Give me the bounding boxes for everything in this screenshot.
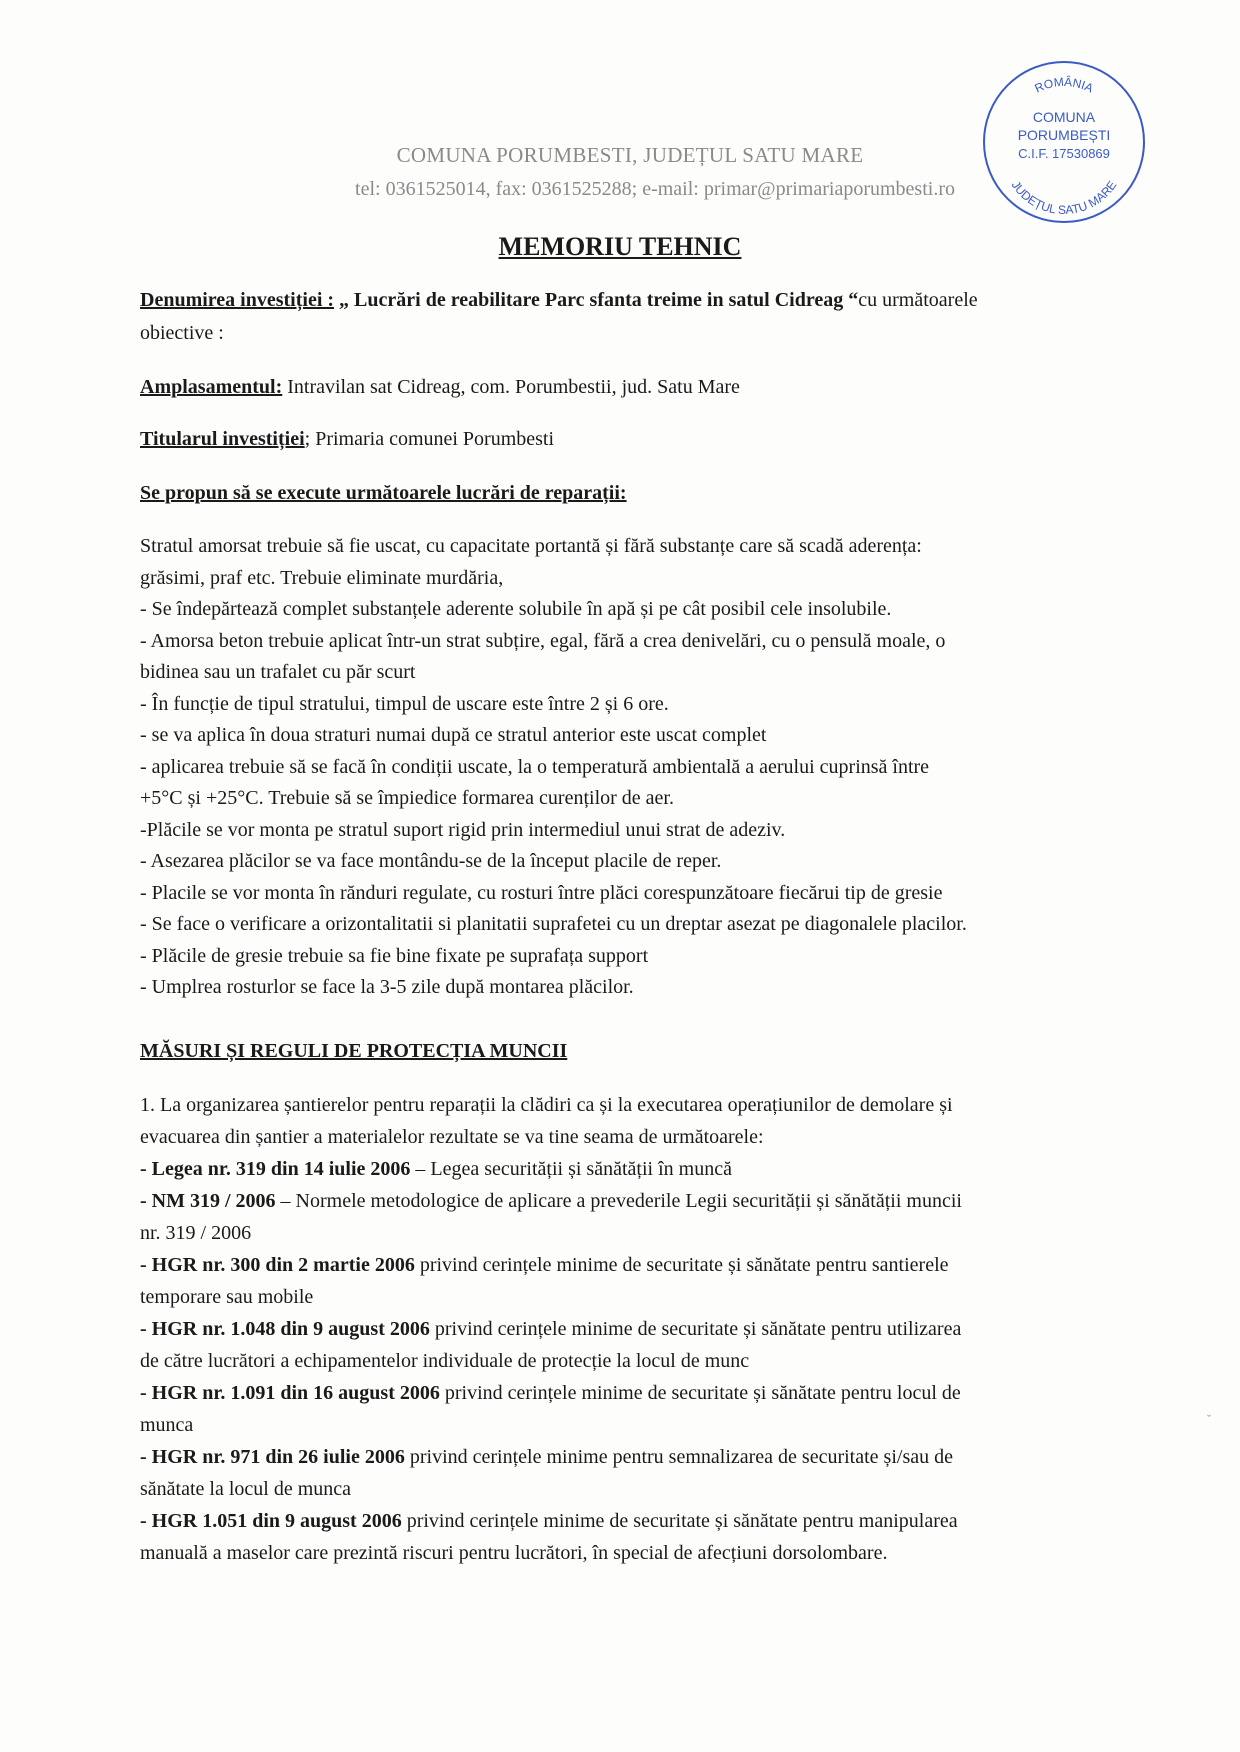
lege-ref: - HGR nr. 1.048 din 9 august 2006: [140, 1318, 430, 1340]
amplasament-line: [140, 376, 740, 399]
denumire-value: „ Lucrări de reabilitare Parc sfanta treime in satul Cidreag “: [334, 289, 859, 311]
official-stamp-icon: [978, 56, 1150, 228]
lucrari-line: - Plăcile de gresie trebuie sa fie bine fixate pe suprafața support: [140, 945, 649, 967]
lege-item: [140, 1382, 961, 1405]
lucrari-line: grăsimi, praf etc. Trebuie eliminate murdăria,: [140, 567, 504, 589]
protectie-intro: 1. La organizarea șantierelor pentru reparații la clădiri ca și la executarea operațiunilor de demolare și: [140, 1094, 953, 1116]
lege-desc: privind cerințele minime de securitate și sănătate pentru santierele: [414, 1254, 949, 1276]
lege-desc: – Legea securității și sănătății în muncă: [410, 1158, 732, 1180]
stamp-bottom-text: JUDEȚUL SATU MARE: [1008, 178, 1120, 218]
lege-ref: - HGR 1.051 din 9 august 2006: [140, 1510, 402, 1532]
stamp-line1: COMUNA: [1032, 109, 1096, 125]
lucrari-line: bidinea sau un trafalet cu păr scurt: [140, 661, 416, 683]
denumire-rest: cu următoarele: [858, 289, 978, 311]
lucrari-line: +5°C și +25°C. Trebuie să se împiedice formarea curenților de aer.: [140, 787, 674, 809]
stamp-line2: PORUMBEȘTI: [1017, 127, 1111, 143]
titular-line: [140, 428, 554, 451]
lucrari-line: - Umplrea rosturlor se face la 3-5 zile după montarea plăcilor.: [140, 976, 634, 998]
titular-label: Titularul investiției: [140, 428, 305, 450]
lege-desc: privind cerințele minime de securitate și sănătate pentru utilizarea: [429, 1318, 962, 1340]
lucrari-line: - Asezarea plăcilor se va face montându-se de la început placile de reper.: [140, 850, 722, 872]
amplasament-value: Intravilan sat Cidreag, com. Porumbestii, jud. Satu Mare: [282, 376, 740, 398]
lege-cont: nr. 319 / 2006: [140, 1222, 252, 1244]
scan-mark: ˇ: [1207, 1412, 1211, 1426]
lege-cont: temporare sau mobile: [140, 1286, 314, 1308]
document-title: MEMORIU TEHNIC: [498, 232, 742, 261]
protectie-heading: MĂSURI ȘI REGULI DE PROTECȚIA MUNCII: [140, 1040, 568, 1062]
amplasament-label: Amplasamentul:: [140, 376, 283, 398]
lege-ref: - HGR nr. 971 din 26 iulie 2006: [140, 1446, 405, 1468]
stamp-line3: C.I.F. 17530869: [1018, 146, 1110, 161]
denumire-line: [140, 289, 978, 312]
letterhead-title: COMUNA PORUMBESTI, JUDEȚUL SATU MARE: [396, 143, 864, 167]
lege-item: [140, 1190, 962, 1213]
lucrari-line: -Plăcile se vor monta pe stratul suport rigid prin intermediul unui strat de adeziv.: [140, 819, 786, 841]
letterhead-contact: tel: 0361525014, fax: 0361525288; e-mail: primar@primariaporumbesti.ro: [355, 178, 955, 200]
lege-ref: - NM 319 / 2006: [140, 1190, 276, 1212]
denumire-cont: obiective :: [140, 322, 224, 344]
lege-cont: manuală a maselor care prezintă riscuri pentru lucrători, în special de afecțiuni dorsolombare.: [140, 1542, 888, 1564]
lege-desc: privind cerințele minime de securitate și sănătate pentru locul de: [439, 1382, 961, 1404]
stamp-top-text: ROMÂNIA: [1032, 74, 1096, 96]
lege-item: [140, 1254, 949, 1277]
lucrari-line: - În funcție de tipul stratului, timpul de uscare este între 2 și 6 ore.: [140, 693, 669, 715]
lege-ref: - HGR nr. 300 din 2 martie 2006: [140, 1254, 415, 1276]
lege-desc: privind cerințele minime pentru semnalizarea de securitate și/sau de: [404, 1446, 953, 1468]
lucrari-line: Stratul amorsat trebuie să fie uscat, cu capacitate portantă și fără substanțe care să scadă aderența:: [140, 535, 922, 557]
lege-cont: munca: [140, 1414, 194, 1436]
lege-desc: – Normele metodologice de aplicare a prevederile Legii securității și sănătății muncii: [275, 1190, 962, 1212]
titular-value: ; Primaria comunei Porumbesti: [304, 428, 555, 450]
lucrari-line: - Amorsa beton trebuie aplicat într-un strat subțire, egal, fără a crea denivelări, cu o pensulă moale, o: [140, 630, 946, 652]
lucrari-heading: Se propun să se execute următoarele lucrări de reparații:: [140, 482, 627, 504]
lucrari-line: - Placile se vor monta în rănduri regulate, cu rosturi între plăci corespunzătoare fiecărui tip de gresie: [140, 882, 943, 904]
protectie-intro: evacuarea din șantier a materialelor rezultate se va tine seama de următoarele:: [140, 1126, 764, 1148]
lege-cont: de către lucrători a echipamentelor individuale de protecție la locul de munc: [140, 1350, 750, 1372]
lege-ref: - Legea nr. 319 din 14 iulie 2006: [140, 1158, 411, 1180]
lege-cont: sănătate la locul de munca: [140, 1478, 352, 1500]
lucrari-line: - se va aplica în doua straturi numai după ce stratul anterior este uscat complet: [140, 724, 767, 746]
lucrari-line: - aplicarea trebuie să se facă în condiții uscate, la o temperatură ambientală a aerului cuprinsă între: [140, 756, 930, 778]
lege-ref: - HGR nr. 1.091 din 16 august 2006: [140, 1382, 440, 1404]
denumire-label: Denumirea investiției :: [140, 289, 335, 311]
lege-item: [140, 1158, 732, 1181]
lege-item: [140, 1318, 961, 1341]
lege-desc: privind cerințele minime de securitate și sănătate pentru manipularea: [401, 1510, 958, 1532]
lege-item: [140, 1510, 958, 1533]
lucrari-line: - Se face o verificare a orizontalitatii si planitatii suprafetei cu un dreptar asezat pe diagonalele placilor.: [140, 913, 967, 935]
lege-item: [140, 1446, 953, 1469]
lucrari-line: - Se îndepărtează complet substanțele aderente solubile în apă și pe cât posibil cele insolubile.: [140, 598, 892, 620]
